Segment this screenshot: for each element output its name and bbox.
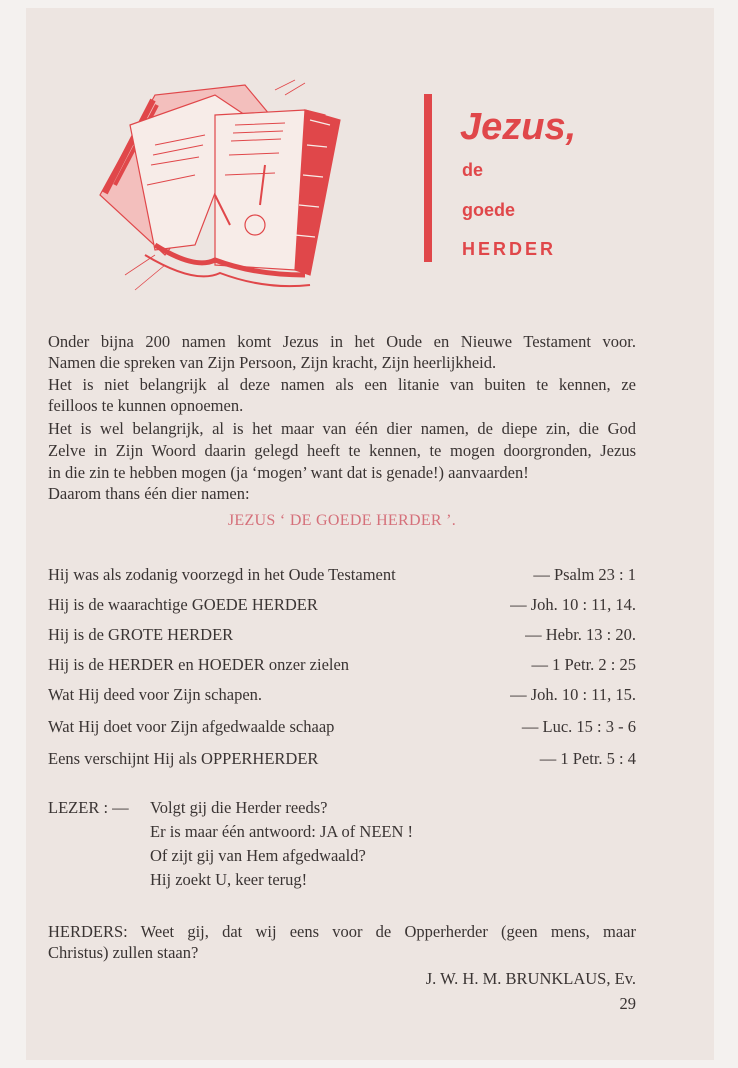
lezer-line: Of zijt gij van Hem afgedwaald? bbox=[150, 846, 366, 865]
reference-citation: — Joh. 10 : 11, 14. bbox=[510, 595, 636, 614]
reference-citation: — Luc. 15 : 3 - 6 bbox=[521, 717, 636, 736]
title: Jezus, bbox=[460, 106, 577, 148]
reference-text: Hij is de GROTE HERDER bbox=[48, 625, 234, 644]
herders-line: HERDERS: Weet gij, dat wij eens voor de Opperherder (geen mens, maar bbox=[48, 922, 636, 941]
intro-line: Zelve in Zijn Woord daarin gelegd heeft te kennen, te mogen doorgronden, Jezus bbox=[48, 441, 636, 460]
reference-row bbox=[48, 625, 636, 645]
reference-row bbox=[48, 717, 636, 737]
section-heading: JEZUS ‘ DE GOEDE HERDER ’. bbox=[227, 512, 457, 529]
subtitle-herder: HERDER bbox=[462, 239, 557, 259]
intro-line: Onder bijna 200 namen komt Jezus in het Oude en Nieuwe Testament voor. bbox=[48, 332, 636, 351]
reference-row bbox=[48, 655, 636, 675]
reference-citation: — Psalm 23 : 1 bbox=[533, 565, 636, 584]
lezer-label: LEZER : — bbox=[48, 798, 129, 817]
intro-line: feilloos te kunnen opnoemen. bbox=[48, 396, 244, 415]
reference-citation: — Joh. 10 : 11, 15. bbox=[510, 685, 636, 704]
reference-text: Eens verschijnt Hij als OPPERHERDER bbox=[48, 749, 319, 768]
subtitle-de: de bbox=[462, 160, 484, 180]
reference-text: Hij was als zodanig voorzegd in het Oude Testament bbox=[48, 565, 396, 584]
reference-row bbox=[48, 595, 636, 615]
signature: J. W. H. M. BRUNKLAUS, Ev. bbox=[425, 969, 636, 988]
reference-citation: — Hebr. 13 : 20. bbox=[525, 625, 636, 644]
intro-line: Het is niet belangrijk al deze namen als een litanie van buiten te kennen, ze bbox=[48, 375, 636, 394]
reference-text: Wat Hij deed voor Zijn schapen. bbox=[48, 685, 263, 704]
lezer-line: Hij zoekt U, keer terug! bbox=[150, 870, 308, 889]
title-accent-bar bbox=[424, 94, 432, 262]
herders-line: Christus) zullen staan? bbox=[48, 943, 199, 962]
subtitle-goede: goede bbox=[462, 200, 516, 220]
reference-text: Hij is de waarachtige GOEDE HERDER bbox=[48, 595, 318, 614]
reference-row bbox=[48, 565, 636, 585]
intro-line: Het is wel belangrijk, al is het maar van één dier namen, de diepe zin, die God bbox=[48, 419, 636, 438]
reference-row bbox=[48, 749, 636, 769]
open-bible-illustration bbox=[95, 75, 365, 305]
reference-text: Wat Hij doet voor Zijn afgedwaalde schaap bbox=[48, 717, 335, 736]
lezer-line: Er is maar één antwoord: JA of NEEN ! bbox=[150, 822, 414, 841]
intro-line: Daarom thans één dier namen: bbox=[48, 484, 250, 503]
lezer-line: Volgt gij die Herder reeds? bbox=[150, 798, 328, 817]
reference-row bbox=[48, 685, 636, 705]
intro-line: in die zin te hebben mogen (ja ‘mogen’ want dat is genade!) aanvaarden! bbox=[48, 463, 529, 482]
reference-citation: — 1 Petr. 2 : 25 bbox=[531, 655, 636, 674]
reference-text: Hij is de HERDER en HOEDER onzer zielen bbox=[48, 655, 350, 674]
reference-citation: — 1 Petr. 5 : 4 bbox=[539, 749, 636, 768]
page-number: 29 bbox=[619, 994, 636, 1013]
intro-line: Namen die spreken van Zijn Persoon, Zijn kracht, Zijn heerlijkheid. bbox=[48, 353, 497, 372]
